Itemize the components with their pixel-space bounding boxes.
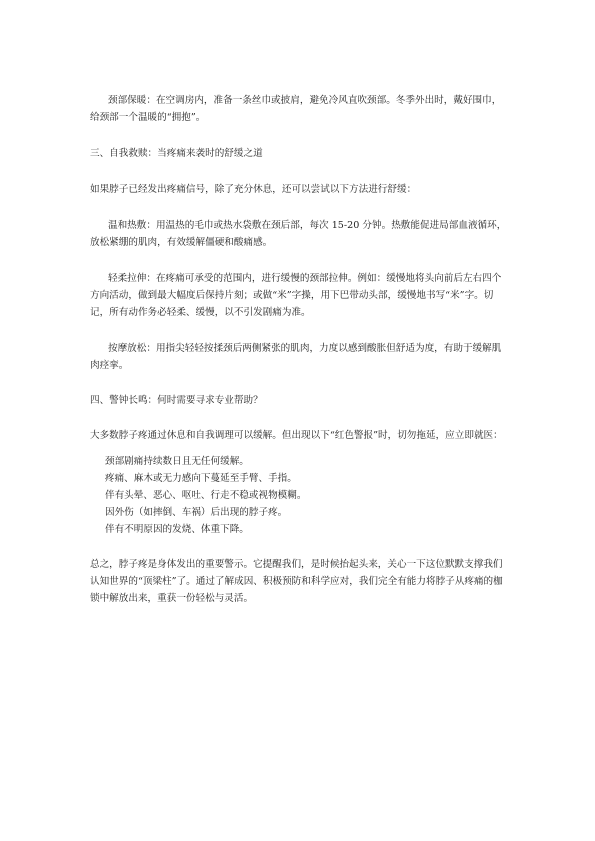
- section-heading-3: 三、自我救赎：当疼痛来袭时的舒缓之道: [90, 148, 263, 159]
- list-item: 伴有不明原因的发烧、体重下降。: [105, 524, 249, 535]
- heat-therapy-paragraph: 温和热敷：用温热的毛巾或热水袋敷在颈后部，每次 15-20 分钟。热敷能促进局部血液循环，放松紧绷的肌肉，有效缓解僵硬和酸痛感。: [90, 220, 507, 248]
- document-body: [90, 92, 508, 607]
- list-item: 疼痛、麻木或无力感向下蔓延至手臂、手指。: [105, 473, 297, 484]
- gentle-stretch-paragraph: 轻柔拉伸：在疼痛可承受的范围内，进行缓慢的颈部拉伸。例如：缓慢地将头向前后左右四个方向活动，做到最大幅度后保持片刻；或做“米”字操，用下巴带动头部，缓慢地书写“米”字。切记，所有动作务必轻柔、缓慢，以不引发剧痛为准。: [90, 273, 502, 318]
- section-4-intro: 大多数脖子疼通过休息和自我调理可以缓解。但出现以下“红色警报”时，切勿拖延，应立即就医：: [90, 430, 503, 441]
- warning-list: [90, 453, 508, 538]
- list-item: 伴有头晕、恶心、呕吐、行走不稳或视物模糊。: [105, 490, 307, 501]
- list-item: 颈部剧痛持续数日且无任何缓解。: [105, 456, 249, 467]
- neck-protect-paragraph: 颈部保暖：在空调房内，准备一条丝巾或披肩，避免冷风直吹颈部。冬季外出时，戴好围巾，给颈部一个温暖的“拥抱”。: [90, 95, 502, 123]
- massage-paragraph: 按摩放松：用指尖轻轻按揉颈后两侧紧张的肌肉，力度以感到酸胀但舒适为度，有助于缓解肌肉痉挛。: [90, 343, 502, 371]
- section-heading-4: 四、警钟长鸣：何时需要寻求专业帮助？: [90, 395, 263, 406]
- section-3-intro: 如果脖子已经发出疼痛信号，除了充分休息，还可以尝试以下方法进行舒缓：: [90, 184, 417, 195]
- conclusion-paragraph: 总之，脖子疼是身体发出的重要警示。它提醒我们，是时候抬起头来，关心一下这位默默支撑我们认知世界的“顶梁柱”了。通过了解成因、积极预防和科学应对，我们完全有能力将脖子从疼痛的枷锁中解放出来，重获一份轻松与灵活。: [90, 559, 503, 604]
- list-item: 因外伤（如摔倒、车祸）后出现的脖子疼。: [105, 507, 288, 518]
